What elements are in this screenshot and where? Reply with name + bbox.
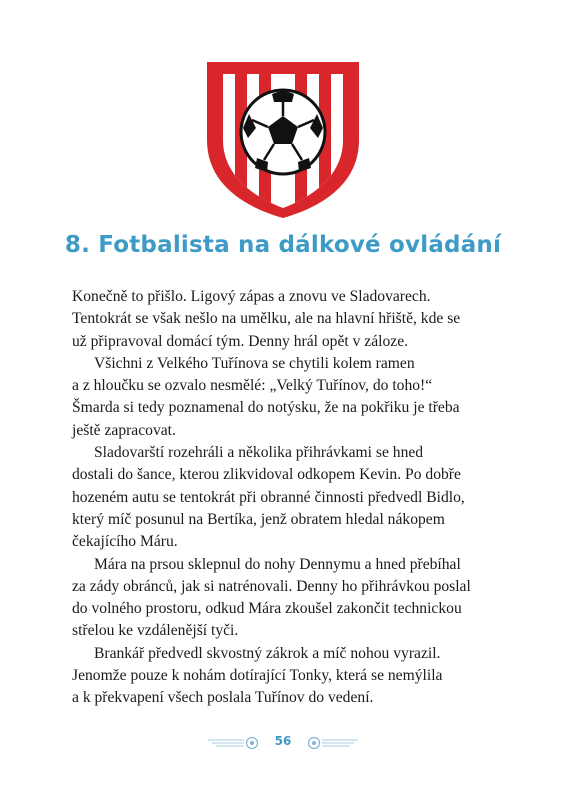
text-line: Konečně to přišlo. Ligový zápas a znovu ve Sladovarech. bbox=[72, 288, 431, 305]
text-line: Šmarda si tedy poznamenal do notýsku, že na pokřiku je třeba bbox=[72, 399, 460, 417]
text-line: do volného prostoru, odkud Mára zkoušel zakončit technickou bbox=[72, 600, 462, 618]
text-line: Jenomže pouze k nohám dotírající Tonky, která se nemýlila bbox=[72, 667, 443, 685]
flying-ball-right-icon bbox=[300, 735, 360, 749]
text-line: Brankář předvedl skvostný zákrok a míč nohou vyrazil. bbox=[94, 644, 441, 662]
text-line: hozeném autu se tentokrát při obranné činnosti předvedl Bidlo, bbox=[72, 488, 465, 506]
text-line: který míč posunul na Bertíka, jenž obratem hledal nákopem bbox=[72, 510, 445, 528]
text-line: dostali do šance, kterou zlikvidoval odkopem Kevin. Po dobře bbox=[72, 466, 461, 484]
flying-ball-left-icon bbox=[206, 735, 266, 749]
chapter-title: 8. Fotbalista na dálkové ovládání bbox=[64, 232, 502, 258]
text-line: a z hloučku se ozvalo nesmělé: „Velký Tuřínov, do toho!“ bbox=[72, 377, 433, 395]
text-line: Všichni z Velkého Tuřínova se chytili kolem ramen bbox=[94, 354, 415, 372]
page-number: 56 bbox=[274, 734, 292, 748]
text-line: čekajícího Máru. bbox=[72, 533, 178, 551]
text-line: a k překvapení všech poslala Tuřínov do vedení. bbox=[72, 689, 374, 707]
text-line: Sladovarští rozehráli a několika přihrávkami se hned bbox=[94, 444, 424, 462]
chapter-body-text bbox=[72, 286, 500, 710]
text-line: už připravoval domácí tým. Denny hrál opět v záloze. bbox=[72, 332, 409, 350]
soccer-ball-icon bbox=[241, 90, 325, 174]
text-line: ještě zapracovat. bbox=[72, 421, 176, 439]
text-line: za zády obránců, jak si natrénovali. Denny ho přihrávkou poslal bbox=[72, 577, 471, 595]
text-line: střelou ke vzdálenější tyči. bbox=[72, 622, 239, 640]
text-line: Tentokrát se však nešlo na umělku, ale na hlavní hřiště, kde se bbox=[72, 310, 461, 328]
text-line: Mára na prsou sklepnul do nohy Dennymu a hned přebíhal bbox=[94, 555, 461, 573]
team-crest-icon bbox=[199, 58, 367, 218]
